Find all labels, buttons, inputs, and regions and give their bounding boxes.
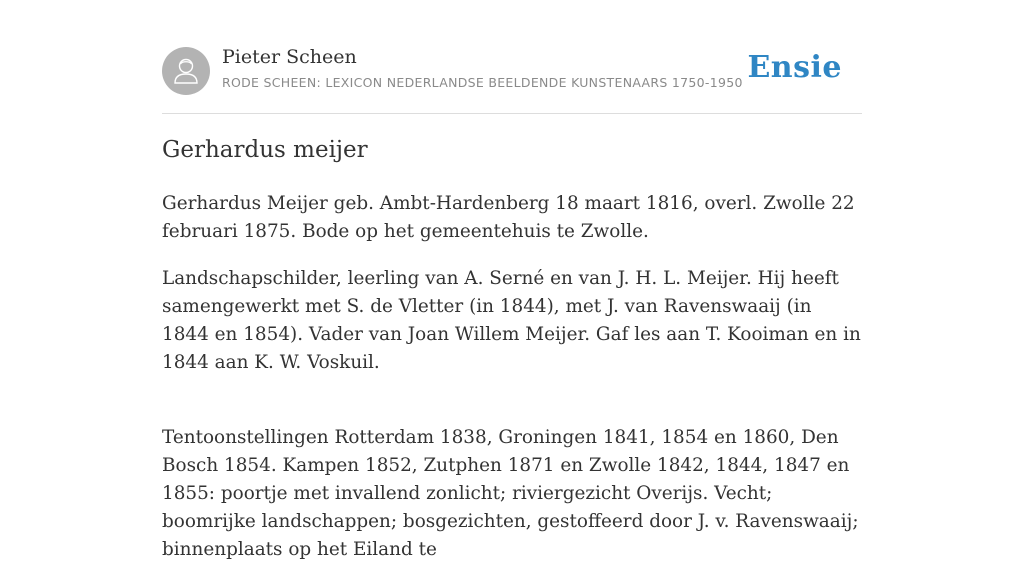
paragraph-spacer <box>162 396 862 424</box>
article-body <box>162 190 862 583</box>
paragraph-biography: Gerhardus Meijer geb. Ambt-Hardenberg 18 maart 1816, overl. Zwolle 22 februari 1875. Bode op het gemeentehuis te Zwolle. <box>162 193 855 242</box>
ensie-logo[interactable]: Ensie <box>747 50 842 85</box>
paragraph-exhibitions: Tentoonstellingen Rotterdam 1838, Groningen 1841, 1854 en 1860, Den Bosch 1854. Kampen 1852, Zutphen 1871 en Zwolle 1842, 1844, 1847 en 1855: poortje met invallend zonlicht; riviergezicht Overijs. Vecht; boomrijke landschappen; bosgezichten, gestoffeerd door J. v. Ravenswaaij; binnenplaats op het Eiland te <box>162 427 859 560</box>
author-name[interactable]: Pieter Scheen <box>222 46 357 68</box>
author-avatar[interactable] <box>162 47 210 95</box>
article-title: Gerhardus meijer <box>162 137 368 163</box>
article-container <box>162 0 862 560</box>
paragraph-training: Landschapschilder, leerling van A. Serné en van J. H. L. Meijer. Hij heeft samengewerkt met S. de Vletter (in 1844), met J. van Ravenswaaij (in 1844 en 1854). Vader van Joan Willem Meijer. Gaf les aan T. Kooiman en in 1844 aan K. W. Voskuil. <box>162 268 861 373</box>
article-header <box>162 0 862 114</box>
author-source: RODE SCHEEN: LEXICON NEDERLANDSE BEELDENDE KUNSTENAARS 1750-1950 <box>222 75 743 90</box>
user-icon <box>162 47 210 95</box>
